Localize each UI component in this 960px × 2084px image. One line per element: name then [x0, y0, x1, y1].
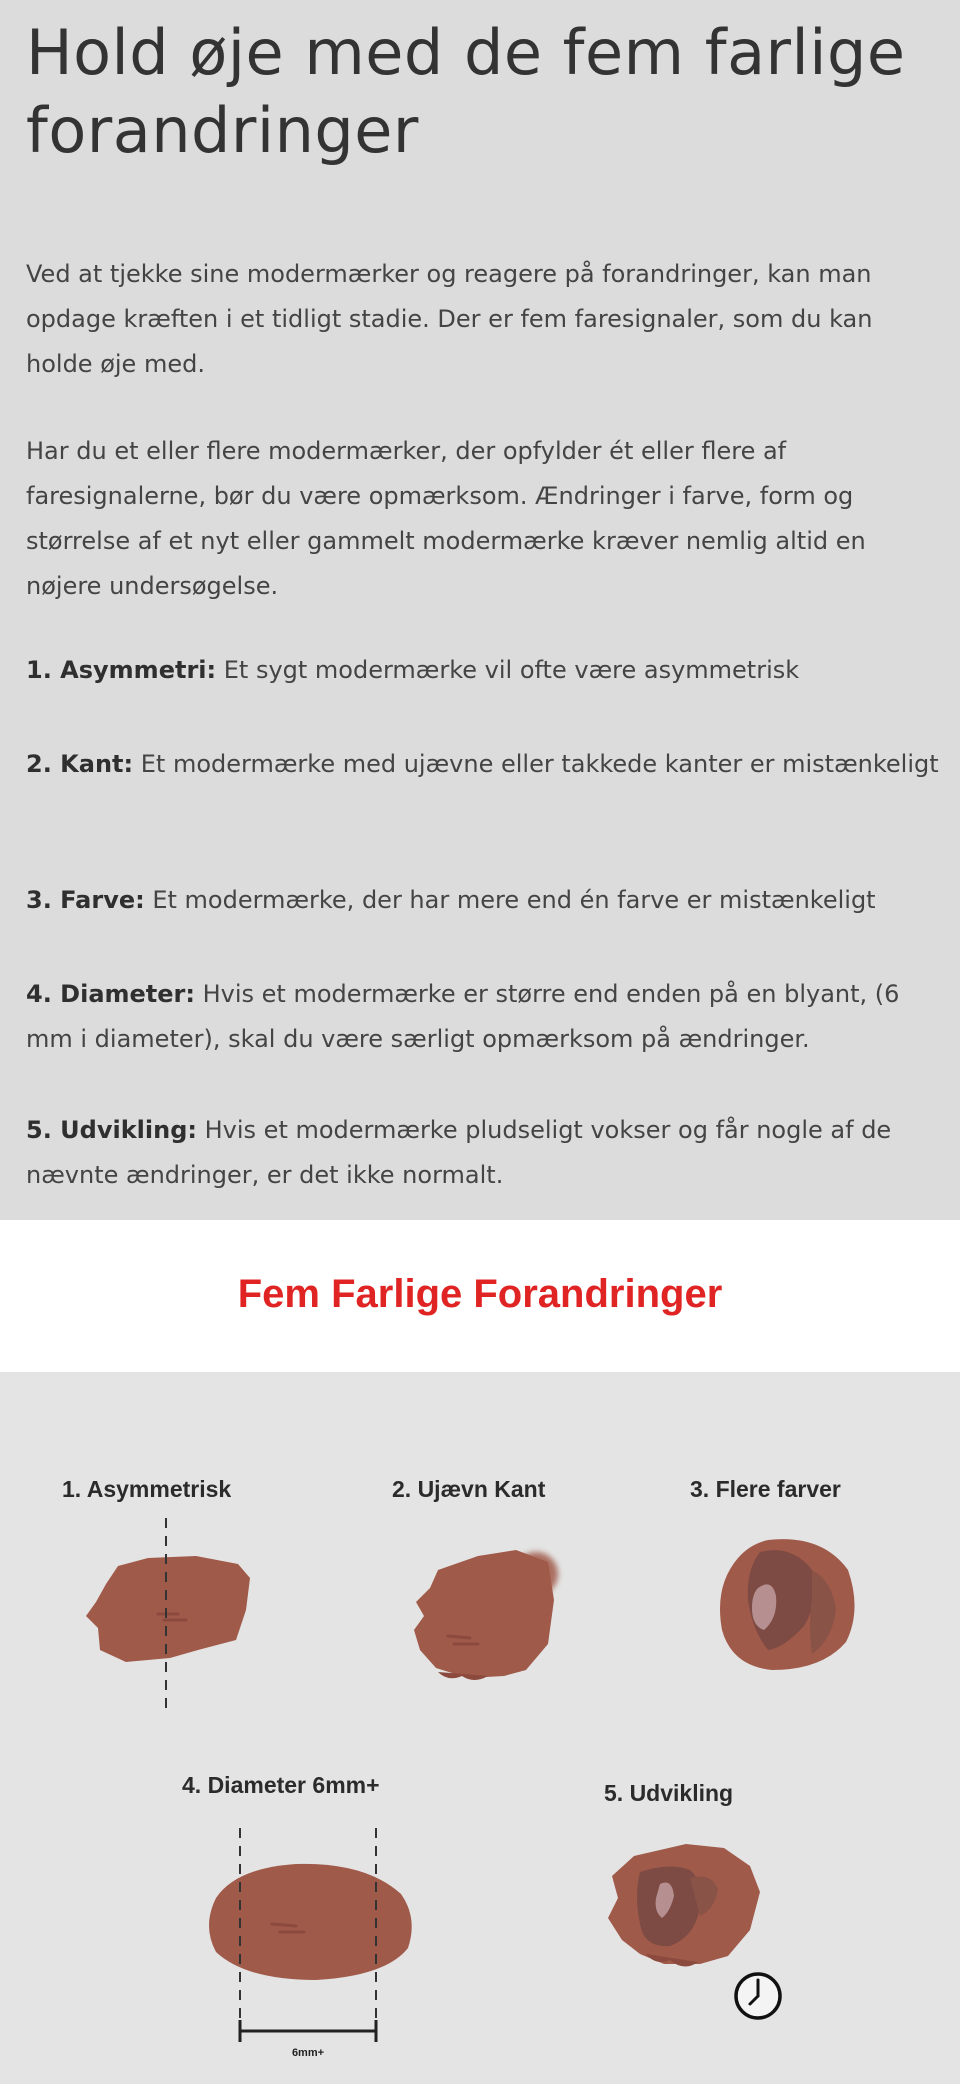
infographic-heading: Fem Farlige Forandringer [237, 1272, 723, 1316]
label-diameter: 4. Diameter 6mm+ [182, 1772, 380, 1798]
infographic-panel [0, 1372, 960, 2084]
label-asymmetric: 1. Asymmetrisk [62, 1476, 232, 1502]
signal-3-term: 3. Farve: [26, 886, 145, 914]
label-evolution: 5. Udvikling [604, 1780, 734, 1806]
page-title: Hold øje med de fem farlige forandringer [26, 16, 906, 167]
asymmetric-mole-icon [78, 1518, 268, 1708]
uneven-edge-mole-icon [408, 1540, 568, 1700]
evolving-mole-icon [600, 1832, 790, 2028]
signal-2-text: Et modermærke med ujævne eller takkede kanter er mistænkeligt [133, 750, 939, 778]
signal-4 [26, 972, 941, 1062]
signal-1 [26, 648, 941, 693]
diameter-mole-icon [196, 1828, 426, 2068]
infographic-banner [0, 1220, 960, 1372]
intro-paragraph-1: Ved at tjekke sine modermærker og reagere på forandringer, kan man opdage kræften i et tidligt stadie. Der er fem faresignaler, som du kan holde øje med. [26, 260, 873, 378]
signal-4-text: Hvis et modermærke er større end enden på en blyant, (6 mm i diameter), skal du være særligt opmærksom på ændringer. [26, 980, 900, 1053]
signal-4-term: 4. Diameter: [26, 980, 195, 1008]
signal-3-text: Et modermærke, der har mere end én farve er mistænkeligt [144, 886, 876, 914]
signal-2-term: 2. Kant: [26, 750, 134, 778]
signal-1-text: Et sygt modermærke vil ofte være asymmetrisk [216, 656, 800, 684]
diameter-tag: 6mm+ [291, 2047, 325, 2059]
multicolor-mole-icon [712, 1530, 862, 1690]
label-multiple-colors: 3. Flere farver [690, 1476, 841, 1502]
signal-5 [26, 1108, 941, 1198]
clock-icon [736, 1974, 780, 2018]
label-uneven-edge: 2. Ujævn Kant [392, 1476, 546, 1502]
signal-3 [26, 878, 941, 923]
signal-1-term: 1. Asymmetri: [26, 656, 217, 684]
intro-paragraph-2: Har du et eller flere modermærker, der opfylder ét eller flere af faresignalerne, bør du være opmærksom. Ændringer i farve, form og størrelse af et nyt eller gammelt modermærke kræver nemlig altid en nøjere undersøgelse. [26, 437, 866, 600]
signal-2 [26, 742, 941, 787]
signal-5-text: Hvis et modermærke pludseligt vokser og får nogle af de nævnte ændringer, er det ikke normalt. [26, 1116, 892, 1189]
signal-5-term: 5. Udvikling: [26, 1116, 197, 1144]
